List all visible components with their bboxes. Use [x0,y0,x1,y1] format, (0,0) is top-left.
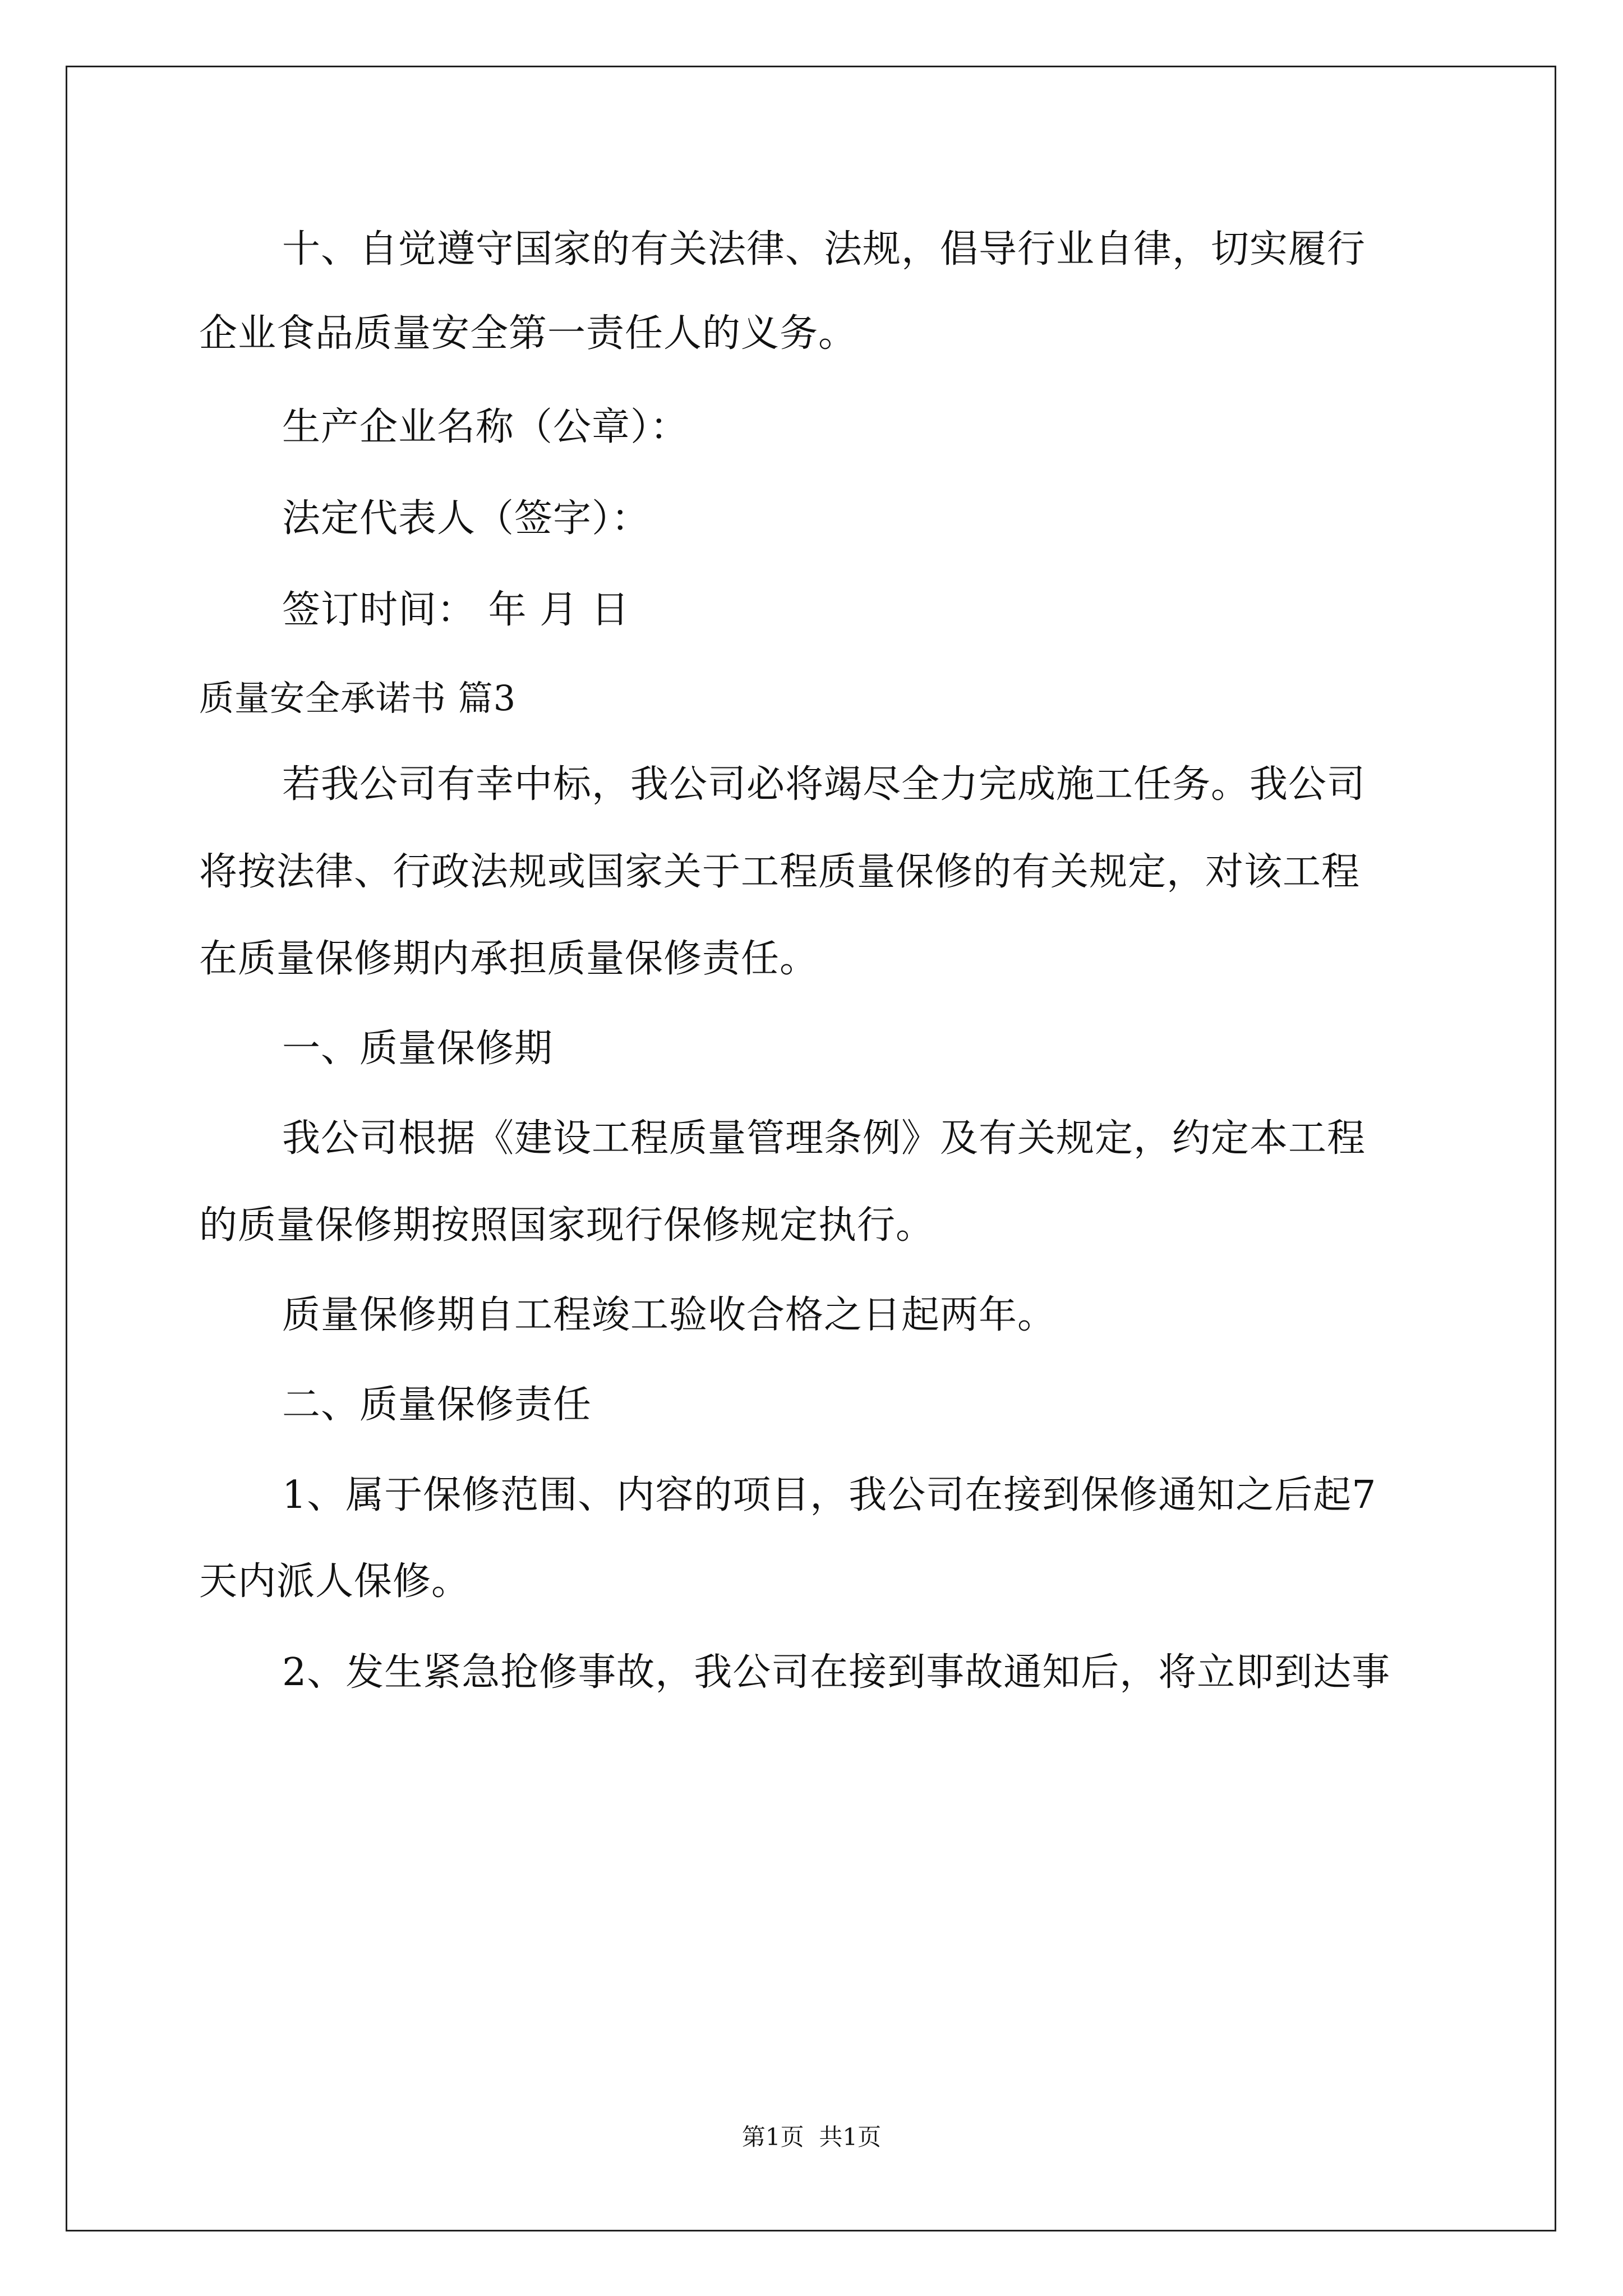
text-line: 在质量保修期内承担质量保修责任。 [199,937,819,981]
section-title: 质量安全承诺书 篇3 [199,678,517,719]
text-line: 我公司根据《建设工程质量管理条例》及有关规定，约定本工程 [282,1116,1366,1161]
signing-date-field: 签订时间： 年 月 日 [282,588,630,632]
subsection-heading: 一、质量保修期 [282,1027,554,1071]
text-line: 的质量保修期按照国家现行保修规定执行。 [199,1203,935,1248]
text-line: 若我公司有幸中标，我公司必将竭尽全力完成施工任务。我公司 [282,762,1366,807]
text-line: 企业食品质量安全第一责任人的义务。 [199,311,857,356]
text-line: 将按法律、行政法规或国家关于工程质量保修的有关规定，对该工程 [199,850,1361,894]
text-line: 十、自觉遵守国家的有关法律、法规，倡导行业自律，切实履行 [282,227,1366,272]
text-line: 2、发生紧急抢修事故，我公司在接到事故通知后，将立即到达事 [282,1650,1391,1695]
legal-representative-field: 法定代表人（签字）： [282,496,651,541]
page-number-footer: 第1页 共1页 [741,2123,882,2151]
subsection-heading: 二、质量保修责任 [282,1383,592,1427]
company-name-field: 生产企业名称（公章）： [282,405,689,449]
text-line: 天内派人保修。 [199,1559,471,1604]
text-line: 质量保修期自工程竣工验收合格之日起两年。 [282,1293,1057,1337]
text-line: 1、属于保修范围、内容的项目，我公司在接到保修通知之后起7 [282,1473,1377,1517]
